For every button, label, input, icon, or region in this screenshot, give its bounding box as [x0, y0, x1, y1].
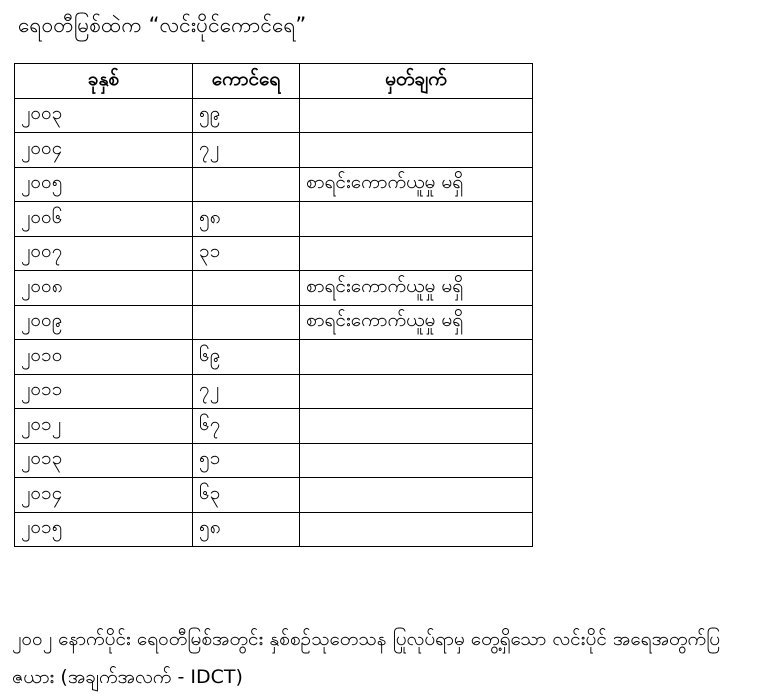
year-cell: ၂၀၀၉	[15, 305, 193, 340]
year-cell: ၂၀၁၂	[15, 409, 193, 444]
column-header-year: ခုနှစ်	[15, 64, 193, 99]
remark-cell	[300, 236, 533, 271]
count-cell: ၅၁	[193, 443, 300, 478]
count-cell: ၅၉	[193, 98, 300, 133]
count-cell: ၆၃	[193, 478, 300, 513]
remark-cell: စာရင်းကောက်ယူမှု မရှိ	[300, 271, 533, 306]
remark-cell	[300, 202, 533, 237]
table-row	[15, 305, 533, 340]
count-cell: ၆၉	[193, 340, 300, 375]
table-header-row	[15, 64, 533, 99]
count-cell	[193, 305, 300, 340]
remark-cell	[300, 478, 533, 513]
column-header-count: ကောင်ရေ	[193, 64, 300, 99]
table-caption: ၂၀၀၂ နောက်ပိုင်း ရေဝတီမြစ်အတွင်း နှစ်စဉ်သုတေသန ပြုလုပ်ရာမှ တွေ့ရှိသော လင်းပိုင် အရေအတွက်ပြဇယား (အချက်အလက် - IDCT)	[12, 628, 721, 688]
remark-cell: စာရင်းကောက်ယူမှု မရှိ	[300, 305, 533, 340]
count-cell	[193, 167, 300, 202]
count-cell: ၅၈	[193, 512, 300, 547]
remark-cell	[300, 340, 533, 375]
remark-cell	[300, 443, 533, 478]
table-row	[15, 443, 533, 478]
table-row	[15, 374, 533, 409]
year-cell: ၂၀၁၅	[15, 512, 193, 547]
table-row	[15, 236, 533, 271]
year-cell: ၂၀၀၄	[15, 133, 193, 168]
column-header-remark: မှတ်ချက်	[300, 64, 533, 99]
table-row	[15, 340, 533, 375]
count-cell: ၆၇	[193, 409, 300, 444]
remark-cell	[300, 98, 533, 133]
document-title: ရေဝတီမြစ်ထဲက “လင်းပိုင်ကောင်ရေ”	[18, 13, 307, 37]
table-row	[15, 512, 533, 547]
table-row	[15, 478, 533, 513]
dolphin-count-table	[14, 63, 533, 547]
table-row	[15, 271, 533, 306]
count-cell: ၇၂	[193, 374, 300, 409]
table-row	[15, 167, 533, 202]
remark-cell	[300, 512, 533, 547]
count-cell	[193, 271, 300, 306]
year-cell: ၂၀၀၅	[15, 167, 193, 202]
table-row	[15, 202, 533, 237]
count-cell: ၇၂	[193, 133, 300, 168]
table-row	[15, 133, 533, 168]
year-cell: ၂၀၀၆	[15, 202, 193, 237]
remark-cell	[300, 374, 533, 409]
table-row	[15, 98, 533, 133]
year-cell: ၂၀၁၄	[15, 478, 193, 513]
year-cell: ၂၀၁၁	[15, 374, 193, 409]
year-cell: ၂၀၀၈	[15, 271, 193, 306]
year-cell: ၂၀၁၀	[15, 340, 193, 375]
count-cell: ၃၁	[193, 236, 300, 271]
remark-cell	[300, 409, 533, 444]
count-cell: ၅၈	[193, 202, 300, 237]
year-cell: ၂၀၀၃	[15, 98, 193, 133]
remark-cell: စာရင်းကောက်ယူမှု မရှိ	[300, 167, 533, 202]
year-cell: ၂၀၁၃	[15, 443, 193, 478]
table-row	[15, 409, 533, 444]
remark-cell	[300, 133, 533, 168]
year-cell: ၂၀၀၇	[15, 236, 193, 271]
